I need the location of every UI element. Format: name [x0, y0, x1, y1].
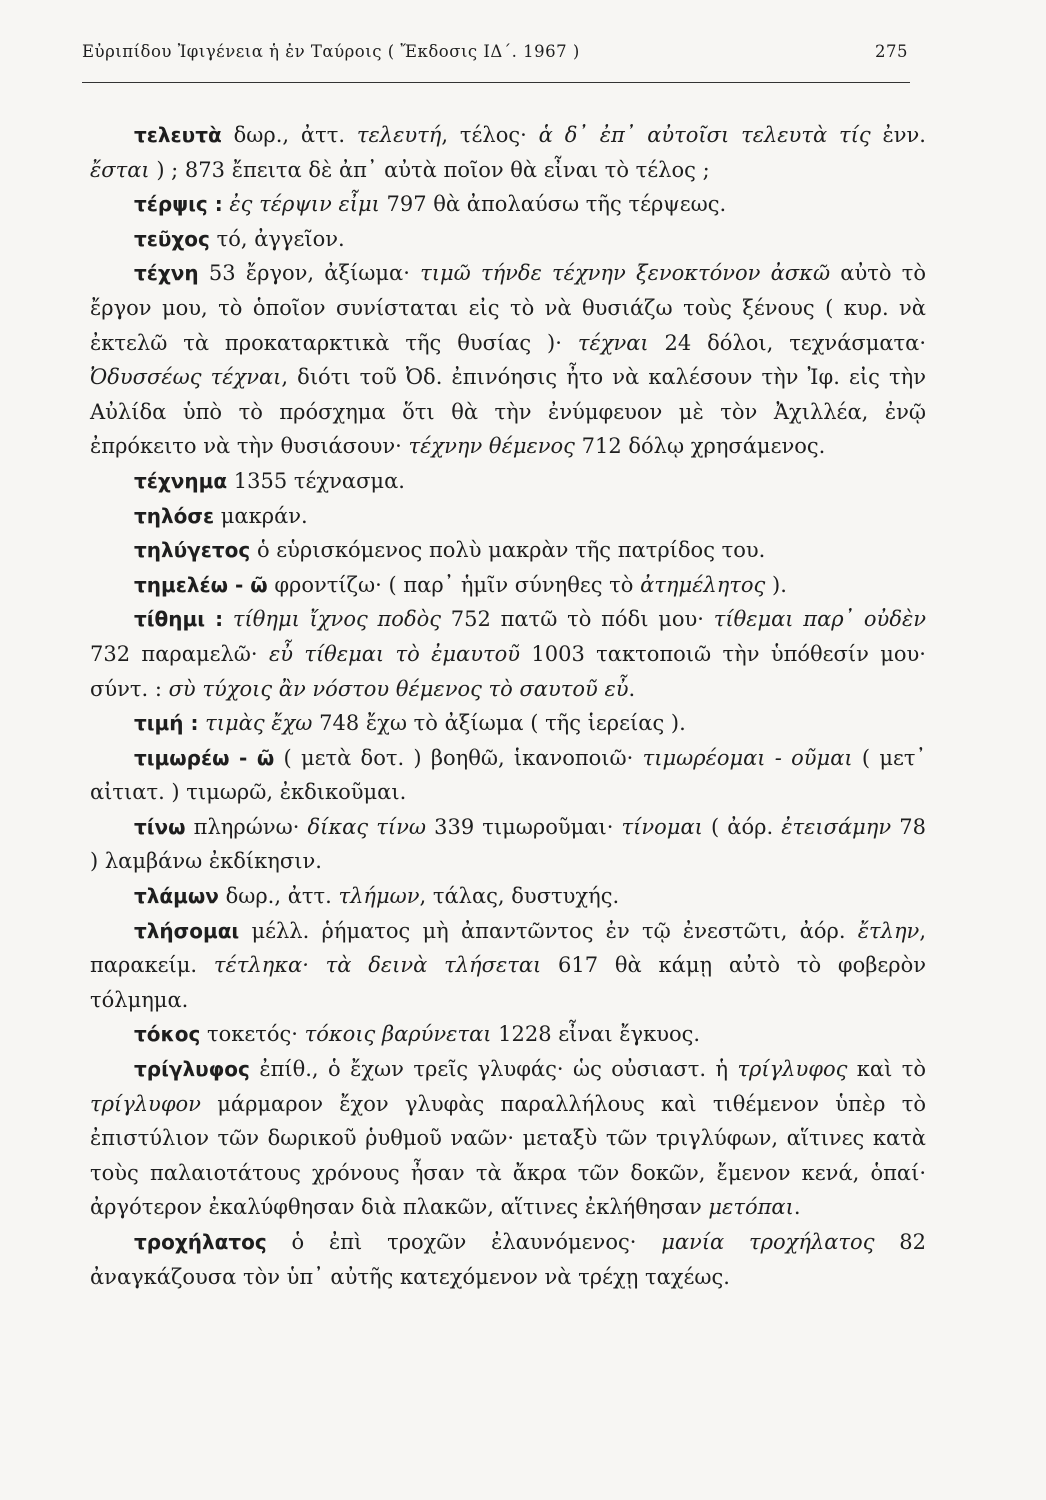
- entry-headword: τελευτὰ: [134, 123, 222, 147]
- glossary-entry: [90, 1017, 926, 1052]
- entry-citation: τέχνην θέμενος: [408, 434, 575, 459]
- entry-headword: τηλόσε: [134, 503, 215, 528]
- entry-citation: ἐτεισάμην: [781, 814, 892, 839]
- glossary-entry: [90, 1225, 926, 1294]
- entry-citation: μετόπαι: [708, 1195, 794, 1220]
- entry-text: 53 ἔργον, ἀξίωμα·: [198, 261, 421, 286]
- header-title: Εὐριπίδου Ἰφιγένεια ἡ ἐν Ταύροις ( Ἔκδοσις ΙΔ΄. 1967 ): [82, 42, 580, 61]
- entry-citation: ἔσται: [90, 157, 150, 182]
- glossary-entry: [90, 568, 926, 603]
- entry-text: ( μετ᾽ αἰτιατ. ) τιμωρῶ, ἐκδικοῦμαι.: [90, 745, 926, 805]
- entry-citation: τίθημι ἴχνος ποδὸς: [232, 607, 441, 632]
- entry-citation: ἀτημέλητος: [640, 572, 766, 597]
- entry-citation: τέτληκα· τὰ δεινὰ τλήσεται: [213, 953, 542, 978]
- entry-headword: τλάμων: [134, 884, 219, 909]
- entry-text: , τέλος·: [441, 123, 539, 147]
- entry-text: μέλλ. ῥήματος μὴ ἀπαντῶντος ἐν τῷ ἐνεστῶτι, ἀόρ.: [239, 918, 858, 943]
- glossary-entry: [90, 256, 926, 464]
- entry-citation: ἁ δ᾽ ἐπ᾽ αὐτοῖσι τελευτὰ τίς: [538, 123, 871, 147]
- entry-text: δωρ., ἀττ.: [218, 884, 339, 909]
- glossary-entry: [90, 464, 926, 499]
- entry-headword: τιμή :: [134, 711, 199, 736]
- entry-citation: τιμὰς ἔχω: [205, 711, 313, 736]
- glossary-entry: [90, 499, 926, 534]
- entry-citation: τιμῶ τήνδε τέχνην ξενοκτόνον ἀσκῶ: [420, 261, 831, 286]
- glossary-entry: [90, 1052, 926, 1225]
- glossary-entry: [90, 118, 926, 187]
- entry-headword: τημελέω - ῶ: [134, 572, 268, 597]
- entry-text: 339 τιμωροῦμαι·: [425, 814, 622, 839]
- entry-citation: τλήμων: [338, 884, 420, 909]
- entry-headword: τόκος: [134, 1022, 201, 1047]
- entry-citation: τέχναι: [577, 330, 649, 355]
- glossary-entry: [90, 741, 926, 810]
- entry-text: τοκετός·: [200, 1022, 305, 1047]
- entry-citation: Ὀδυσσέως τέχναι: [90, 365, 282, 390]
- entry-citation: δίκας τίνω: [307, 814, 426, 839]
- entry-text: ἐνν.: [870, 123, 926, 147]
- entry-text: 748 ἔχω τὸ ἀξίωμα ( τῆς ἱερείας ).: [312, 711, 686, 736]
- entry-citation: μανία τροχήλατος: [661, 1230, 875, 1254]
- entry-headword: τέχνημα: [134, 468, 228, 493]
- entry-text: .: [628, 676, 636, 701]
- glossary-entry: [90, 222, 926, 257]
- entry-text: ( ἀόρ.: [702, 814, 782, 839]
- entry-headword: τίθημι :: [134, 607, 224, 632]
- glossary-entry: [90, 810, 926, 879]
- entry-text: ὁ ἐπὶ τροχῶν ἐλαυνόμενος·: [266, 1230, 662, 1254]
- entry-headword: τηλύγετος: [134, 538, 251, 563]
- entry-citation: τελευτή: [356, 123, 442, 147]
- entry-text: 712 δόλῳ χρησάμενος.: [574, 434, 826, 459]
- glossary-entry: [90, 533, 926, 568]
- entry-text: 1228 εἶναι ἔγκυος.: [491, 1022, 701, 1047]
- glossary-body: [90, 118, 926, 1294]
- entry-citation: τιμωρέομαι - οῦμαι: [642, 745, 853, 770]
- entry-text: .: [793, 1195, 801, 1220]
- entry-citation: τρίγλυφον: [90, 1091, 201, 1116]
- entry-headword: τεῦχος: [134, 226, 210, 251]
- entry-text: δωρ., ἀττ.: [221, 123, 357, 147]
- entry-text: καὶ τὸ: [847, 1057, 926, 1082]
- entry-text: 732 παραμελῶ·: [90, 641, 269, 666]
- entry-text: , παρακείμ.: [90, 918, 926, 978]
- glossary-entry: [90, 706, 926, 741]
- entry-text: 797 θὰ ἀπολαύσω τῆς τέρψεως.: [379, 192, 727, 217]
- page-number: 275: [875, 42, 908, 61]
- entry-text: ὁ εὑρισκόμενος πολὺ μακρὰν τῆς πατρίδος του.: [250, 538, 766, 563]
- entry-headword: τέχνη: [134, 261, 199, 286]
- entry-text: 78 ) λαμβάνω ἐκδίκησιν.: [90, 814, 926, 874]
- entry-headword: τιμωρέω - ῶ: [134, 745, 275, 770]
- entry-headword: τροχήλατος: [134, 1230, 267, 1254]
- glossary-entry: [90, 602, 926, 706]
- entry-headword: τίνω: [134, 814, 186, 839]
- entry-citation: ἔτλην: [857, 918, 920, 943]
- entry-text: μάρμαρον ἔχον γλυφὰς παραλλήλους καὶ τιθέμενον ὑπὲρ τὸ ἐπιστύλιον τῶν δωρικοῦ ῥυθμοῦ ναῶν· μεταξὺ τῶν τριγλύφων, αἵτινες κατὰ τοὺς παλαιοτάτους χρόνους ἦσαν τὰ ἄκρα τῶν δοκῶν, ἔμενον κενά, ὁπαί· ἀργότερον ἐκαλύφθησαν διὰ πλακῶν, αἵτινες ἐκλήθησαν: [90, 1091, 926, 1220]
- entry-text: πληρώνω·: [185, 814, 308, 839]
- entry-text: ἐπίθ., ὁ ἔχων τρεῖς γλυφάς· ὡς οὐσιαστ. ἡ: [249, 1057, 738, 1082]
- entry-text: 82 ἀναγκάζουσα τὸν ὑπ᾽ αὐτῆς κατεχόμενον νὰ τρέχῃ ταχέως.: [90, 1230, 926, 1289]
- entry-text: ) ; 873 ἔπειτα δὲ ἀπ᾽ αὐτὰ ποῖον θὰ εἶναι τὸ τέλος ;: [149, 157, 710, 182]
- entry-text: 1355 τέχνασμα.: [227, 468, 405, 493]
- entry-citation: ἐς τέρψιν εἶμι: [229, 192, 380, 217]
- entry-citation: εὖ τίθεμαι τὸ ἐμαυτοῦ: [268, 641, 521, 666]
- entry-headword: τέρψις :: [134, 192, 223, 217]
- entry-text: ).: [765, 572, 787, 597]
- entry-text: [223, 607, 233, 631]
- entry-text: 24 δόλοι, τεχνάσματα·: [648, 330, 927, 355]
- entry-text: , διότι τοῦ Ὀδ. ἐπινόησις ἦτο νὰ καλέσουν τὴν Ἰφ. εἰς τὴν Αὐλίδα ὑπὸ τὸ πρόσχημα ὅτι θὰ τὴν ἐνύμφευον μὲ τὸν Ἀχιλλέα, ἐνῷ ἐπρόκειτο νὰ τὴν θυσιάσουν·: [90, 365, 926, 459]
- glossary-entry: [90, 879, 926, 914]
- entry-text: 1003 τακτοποιῶ τὴν ὑπόθεσίν μου· σύντ. :: [90, 641, 926, 701]
- running-header: [82, 42, 908, 61]
- entry-citation: τίνομαι: [621, 814, 703, 839]
- entry-headword: τλήσομαι: [134, 918, 240, 943]
- entry-text: μακράν.: [214, 503, 308, 528]
- entry-headword: τρίγλυφος: [134, 1057, 250, 1082]
- entry-text: , τάλας, δυστυχής.: [419, 884, 620, 909]
- glossary-entry: [90, 187, 926, 222]
- entry-citation: σὺ τύχοις ἂν νόστου θέμενος τὸ σαυτοῦ εὖ: [168, 676, 629, 701]
- entry-text: 752 πατῶ τὸ πόδι μου·: [441, 607, 714, 632]
- header-rule: [82, 82, 910, 83]
- entry-text: αὐτὸ τὸ ἔργον μου, τὸ ὁποῖον συνίσταται εἰς τὸ νὰ θυσιάζω τοὺς ξένους ( κυρ. νὰ ἐκτελῶ τὰ προκαταρκτικὰ τῆς θυσίας )·: [90, 261, 926, 355]
- entry-citation: τρίγλυφος: [737, 1057, 848, 1082]
- entry-citation: τίθεμαι παρ᾽ οὐδὲν: [713, 607, 926, 632]
- glossary-entry: [90, 914, 926, 1018]
- entry-text: τό, ἀγγεῖον.: [209, 226, 345, 251]
- entry-citation: τόκοις βαρύνεται: [304, 1022, 492, 1047]
- entry-text: ( μετὰ δοτ. ) βοηθῶ, ἱκανοποιῶ·: [274, 745, 643, 770]
- entry-text: 617 θὰ κάμῃ αὐτὸ τὸ φοβερὸν τόλμημα.: [90, 953, 926, 1012]
- entry-text: φροντίζω· ( παρ᾽ ἡμῖν σύνηθες τὸ: [267, 572, 641, 597]
